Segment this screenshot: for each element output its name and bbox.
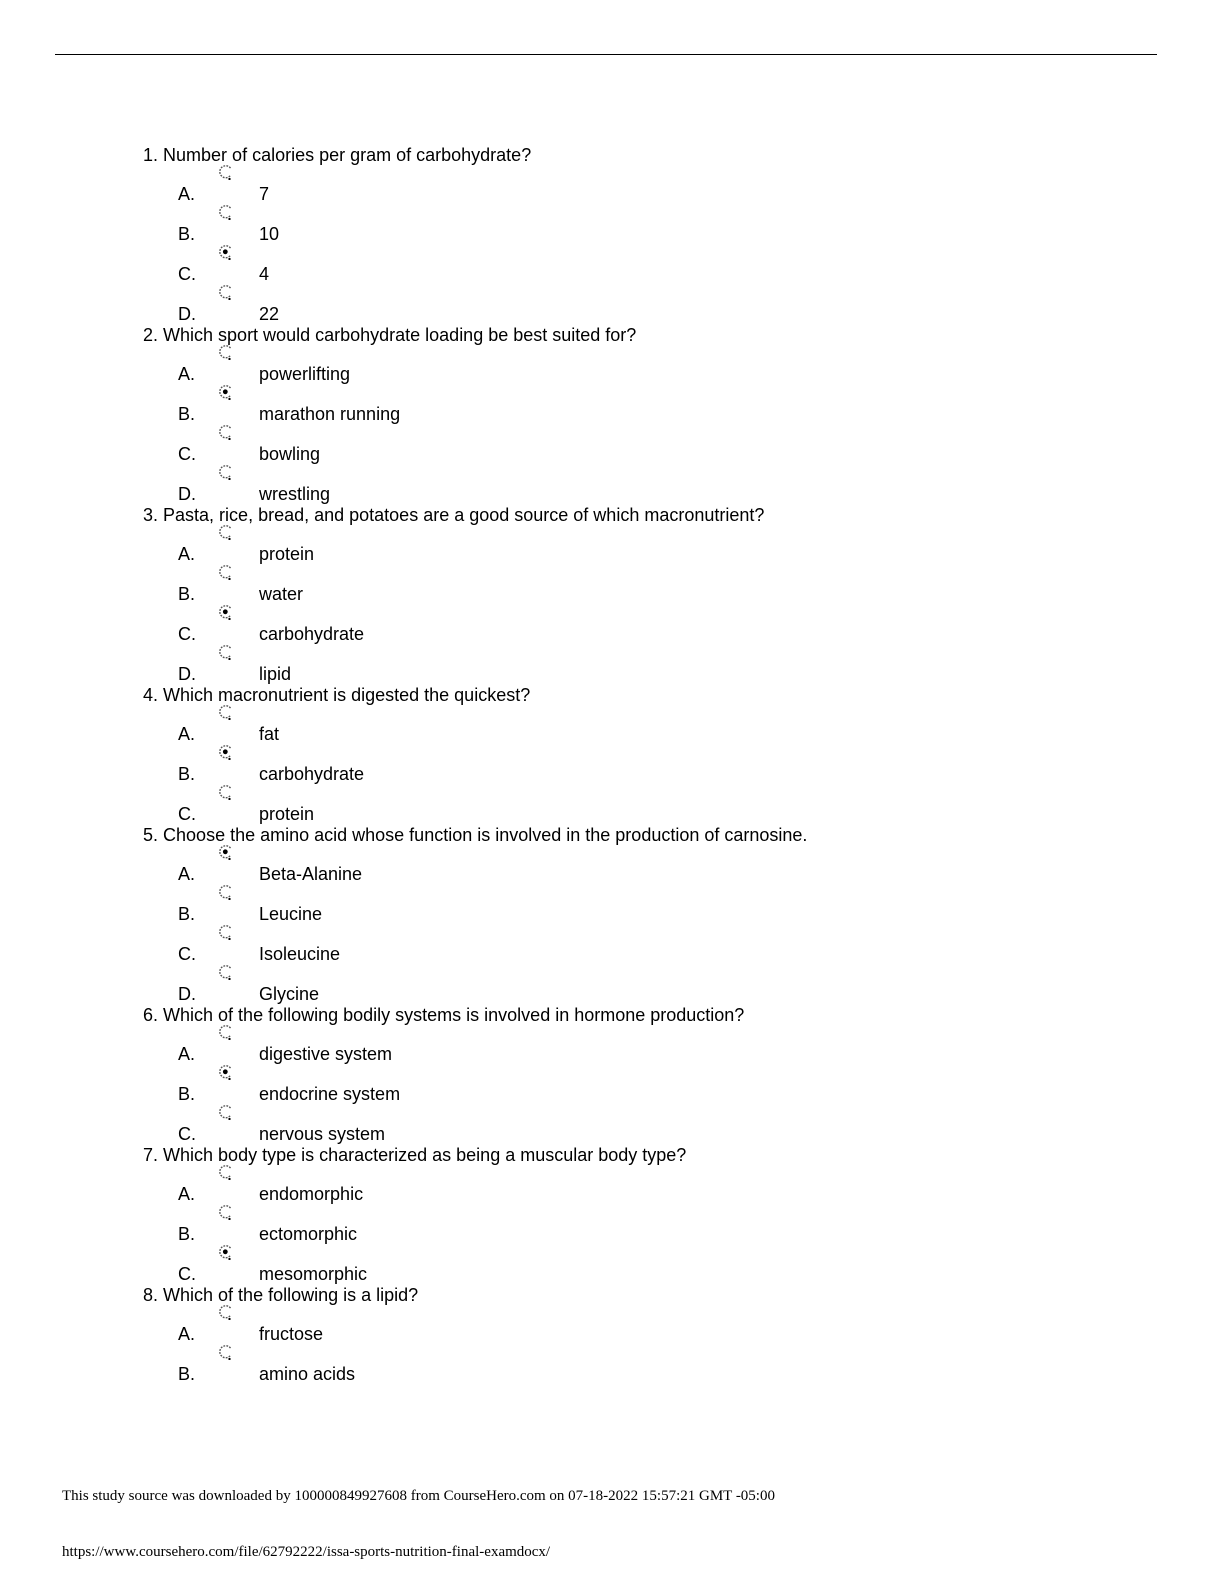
question-text [143, 1284, 418, 1306]
answer-option[interactable] [0, 853, 1224, 883]
option-text: lipid [259, 664, 292, 684]
answer-option[interactable] [0, 973, 1224, 1003]
option-text: bowling [259, 444, 321, 464]
radio-selected-icon[interactable] [217, 384, 234, 401]
option-text: water [259, 584, 304, 604]
option-letter: C. [178, 444, 196, 464]
answer-option[interactable] [0, 1353, 1224, 1383]
answer-option[interactable] [0, 1113, 1224, 1143]
question-number: 1. [143, 145, 159, 165]
answer-option[interactable] [0, 173, 1224, 203]
option-letter: D. [178, 484, 196, 504]
option-text: digestive system [259, 1044, 393, 1064]
question-prompt: Which sport would carbohydrate loading be best suited for? [163, 325, 637, 345]
radio-empty-icon[interactable] [217, 644, 234, 661]
radio-empty-icon[interactable] [217, 204, 234, 221]
option-text: 22 [259, 304, 280, 324]
question-prompt: Which macronutrient is digested the quickest? [163, 685, 531, 705]
question-number: 4. [143, 685, 159, 705]
option-letter: A. [178, 1324, 196, 1344]
question-text [143, 824, 807, 846]
answer-option[interactable] [0, 793, 1224, 823]
answer-option[interactable] [0, 393, 1224, 423]
option-text: protein [259, 544, 315, 564]
radio-empty-icon[interactable] [217, 1024, 234, 1041]
option-letter: C. [178, 804, 196, 824]
question-number: 7. [143, 1145, 159, 1165]
option-letter: A. [178, 864, 196, 884]
option-letter: D. [178, 304, 196, 324]
radio-selected-icon[interactable] [217, 244, 234, 261]
option-letter: A. [178, 184, 196, 204]
answer-option[interactable] [0, 473, 1224, 503]
option-text: carbohydrate [259, 764, 365, 784]
answer-option[interactable] [0, 353, 1224, 383]
radio-selected-icon[interactable] [217, 744, 234, 761]
question-prompt: Pasta, rice, bread, and potatoes are a good source of which macronutrient? [163, 505, 765, 525]
option-text: 7 [259, 184, 270, 204]
answer-option[interactable] [0, 533, 1224, 563]
option-letter: C. [178, 624, 196, 644]
question-prompt: Choose the amino acid whose function is involved in the production of carnosine. [163, 825, 808, 845]
option-text: fat [259, 724, 280, 744]
option-text: carbohydrate [259, 624, 365, 644]
radio-empty-icon[interactable] [217, 1204, 234, 1221]
radio-selected-icon[interactable] [217, 1244, 234, 1261]
option-letter: B. [178, 404, 196, 424]
answer-option[interactable] [0, 1073, 1224, 1103]
radio-selected-icon[interactable] [217, 844, 234, 861]
option-text: 10 [259, 224, 280, 244]
answer-option[interactable] [0, 653, 1224, 683]
radio-empty-icon[interactable] [217, 1304, 234, 1321]
radio-empty-icon[interactable] [217, 464, 234, 481]
answer-option[interactable] [0, 1213, 1224, 1243]
answer-option[interactable] [0, 433, 1224, 463]
option-letter: B. [178, 904, 196, 924]
question-text [143, 504, 764, 526]
option-letter: A. [178, 544, 196, 564]
answer-option[interactable] [0, 613, 1224, 643]
option-letter: C. [178, 1124, 196, 1144]
answer-option[interactable] [0, 1313, 1224, 1343]
option-letter: C. [178, 944, 196, 964]
radio-empty-icon[interactable] [217, 784, 234, 801]
option-letter: B. [178, 1224, 196, 1244]
answer-option[interactable] [0, 933, 1224, 963]
answer-option[interactable] [0, 1253, 1224, 1283]
option-text: Isoleucine [259, 944, 341, 964]
answer-option[interactable] [0, 893, 1224, 923]
radio-empty-icon[interactable] [217, 524, 234, 541]
answer-option[interactable] [0, 293, 1224, 323]
radio-empty-icon[interactable] [217, 964, 234, 981]
answer-option[interactable] [0, 713, 1224, 743]
option-letter: A. [178, 364, 196, 384]
option-text: amino acids [259, 1364, 356, 1384]
radio-empty-icon[interactable] [217, 1164, 234, 1181]
question-number: 2. [143, 325, 159, 345]
option-text: Beta-Alanine [259, 864, 363, 884]
answer-option[interactable] [0, 1173, 1224, 1203]
radio-empty-icon[interactable] [217, 924, 234, 941]
source-url[interactable]: https://www.coursehero.com/file/62792222/issa-sports-nutrition-final-examdocx/ [62, 1544, 551, 1560]
radio-empty-icon[interactable] [217, 1344, 234, 1361]
option-letter: D. [178, 984, 196, 1004]
answer-option[interactable] [0, 213, 1224, 243]
question-text [143, 1004, 744, 1026]
option-letter: C. [178, 264, 196, 284]
option-text: ectomorphic [259, 1224, 358, 1244]
radio-empty-icon[interactable] [217, 424, 234, 441]
question-text [143, 324, 636, 346]
question-prompt: Number of calories per gram of carbohydrate? [163, 145, 532, 165]
option-letter: C. [178, 1264, 196, 1284]
radio-empty-icon[interactable] [217, 284, 234, 301]
question-number: 8. [143, 1285, 159, 1305]
question-text [143, 684, 530, 706]
option-text: endocrine system [259, 1084, 401, 1104]
question-number: 3. [143, 505, 159, 525]
option-text: marathon running [259, 404, 401, 424]
radio-empty-icon[interactable] [217, 884, 234, 901]
option-text: nervous system [259, 1124, 386, 1144]
radio-empty-icon[interactable] [217, 344, 234, 361]
question-number: 5. [143, 825, 159, 845]
top-rule [55, 54, 1157, 55]
option-letter: B. [178, 224, 196, 244]
radio-empty-icon[interactable] [217, 564, 234, 581]
option-letter: B. [178, 764, 196, 784]
question-text [143, 1144, 686, 1166]
radio-empty-icon[interactable] [217, 1104, 234, 1121]
question-prompt: Which of the following bodily systems is involved in hormone production? [163, 1005, 745, 1025]
option-text: fructose [259, 1324, 324, 1344]
option-text: protein [259, 804, 315, 824]
option-text: wrestling [259, 484, 331, 504]
option-letter: B. [178, 1084, 196, 1104]
option-letter: B. [178, 1364, 196, 1384]
option-letter: D. [178, 664, 196, 684]
option-text: Glycine [259, 984, 320, 1004]
option-text: endomorphic [259, 1184, 364, 1204]
question-prompt: Which of the following is a lipid? [163, 1285, 419, 1305]
answer-option[interactable] [0, 573, 1224, 603]
option-text: powerlifting [259, 364, 351, 384]
radio-selected-icon[interactable] [217, 604, 234, 621]
radio-empty-icon[interactable] [217, 704, 234, 721]
question-text [143, 144, 531, 166]
option-text: Leucine [259, 904, 323, 924]
option-text: mesomorphic [259, 1264, 368, 1284]
answer-option[interactable] [0, 753, 1224, 783]
answer-option[interactable] [0, 253, 1224, 283]
question-number: 6. [143, 1005, 159, 1025]
answer-option[interactable] [0, 1033, 1224, 1063]
option-letter: B. [178, 584, 196, 604]
option-text: 4 [259, 264, 270, 284]
download-source-line: This study source was downloaded by 100000849927608 from CourseHero.com on 07-18-2022 15:57:21 GMT -05:00 [62, 1488, 775, 1504]
question-prompt: Which body type is characterized as being a muscular body type? [163, 1145, 687, 1165]
option-letter: A. [178, 1184, 196, 1204]
radio-selected-icon[interactable] [217, 1064, 234, 1081]
option-letter: A. [178, 724, 196, 744]
option-letter: A. [178, 1044, 196, 1064]
radio-empty-icon[interactable] [217, 164, 234, 181]
